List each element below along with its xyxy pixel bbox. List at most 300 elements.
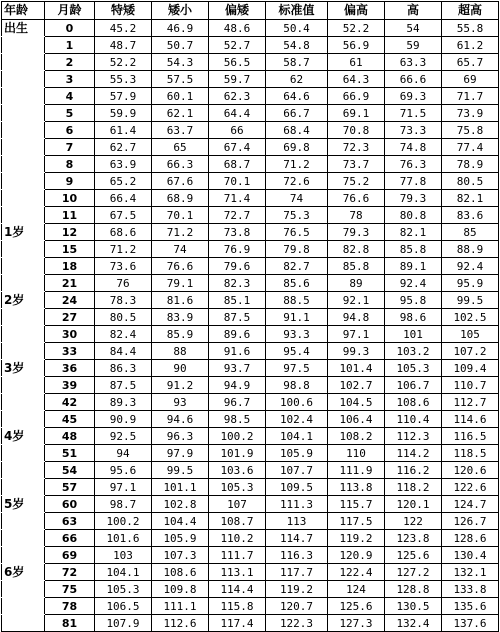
value-cell-very-short: 86.3 xyxy=(95,360,152,377)
month-cell: 4 xyxy=(45,88,95,105)
value-cell-short: 109.8 xyxy=(152,581,209,598)
value-cell-below-average: 100.2 xyxy=(209,428,266,445)
value-cell-below-average: 115.8 xyxy=(209,598,266,615)
month-cell: 39 xyxy=(45,377,95,394)
month-cell: 45 xyxy=(45,411,95,428)
value-cell-below-average: 70.1 xyxy=(209,173,266,190)
age-cell: 1岁 xyxy=(2,224,45,241)
month-cell: 63 xyxy=(45,513,95,530)
value-cell-very-tall: 71.7 xyxy=(442,88,499,105)
value-cell-above-average: 75.2 xyxy=(328,173,385,190)
value-cell-tall: 89.1 xyxy=(385,258,442,275)
value-cell-below-average: 113.1 xyxy=(209,564,266,581)
age-cell xyxy=(2,275,45,292)
value-cell-short: 108.6 xyxy=(152,564,209,581)
age-cell xyxy=(2,343,45,360)
value-cell-standard: 88.5 xyxy=(266,292,328,309)
value-cell-below-average: 62.3 xyxy=(209,88,266,105)
table-row xyxy=(2,326,499,343)
value-cell-above-average: 78 xyxy=(328,207,385,224)
table-row xyxy=(2,37,499,54)
value-cell-tall: 125.6 xyxy=(385,547,442,564)
value-cell-below-average: 107 xyxy=(209,496,266,513)
value-cell-tall: 74.8 xyxy=(385,139,442,156)
value-cell-above-average: 117.5 xyxy=(328,513,385,530)
header-above-average: 偏高 xyxy=(328,2,385,20)
value-cell-above-average: 115.7 xyxy=(328,496,385,513)
month-cell: 10 xyxy=(45,190,95,207)
value-cell-standard: 95.4 xyxy=(266,343,328,360)
value-cell-very-tall: 75.8 xyxy=(442,122,499,139)
age-cell xyxy=(2,156,45,173)
age-cell xyxy=(2,394,45,411)
value-cell-very-short: 103 xyxy=(95,547,152,564)
value-cell-short: 71.2 xyxy=(152,224,209,241)
month-cell: 5 xyxy=(45,105,95,122)
value-cell-short: 112.6 xyxy=(152,615,209,632)
value-cell-standard: 69.8 xyxy=(266,139,328,156)
value-cell-very-short: 63.9 xyxy=(95,156,152,173)
value-cell-below-average: 114.4 xyxy=(209,581,266,598)
value-cell-short: 83.9 xyxy=(152,309,209,326)
value-cell-below-average: 67.4 xyxy=(209,139,266,156)
month-cell: 7 xyxy=(45,139,95,156)
value-cell-standard: 111.3 xyxy=(266,496,328,513)
value-cell-tall: 112.3 xyxy=(385,428,442,445)
value-cell-above-average: 119.2 xyxy=(328,530,385,547)
value-cell-short: 85.9 xyxy=(152,326,209,343)
value-cell-tall: 85.8 xyxy=(385,241,442,258)
table-row xyxy=(2,394,499,411)
value-cell-very-short: 89.3 xyxy=(95,394,152,411)
value-cell-above-average: 70.8 xyxy=(328,122,385,139)
value-cell-tall: 106.7 xyxy=(385,377,442,394)
month-cell: 81 xyxy=(45,615,95,632)
value-cell-short: 107.3 xyxy=(152,547,209,564)
value-cell-tall: 127.2 xyxy=(385,564,442,581)
value-cell-standard: 116.3 xyxy=(266,547,328,564)
age-cell xyxy=(2,105,45,122)
value-cell-very-short: 68.6 xyxy=(95,224,152,241)
age-cell xyxy=(2,411,45,428)
table-row xyxy=(2,428,499,445)
value-cell-standard: 85.6 xyxy=(266,275,328,292)
value-cell-standard: 120.7 xyxy=(266,598,328,615)
value-cell-below-average: 110.2 xyxy=(209,530,266,547)
value-cell-short: 104.4 xyxy=(152,513,209,530)
month-cell: 66 xyxy=(45,530,95,547)
table-row xyxy=(2,292,499,309)
value-cell-short: 67.6 xyxy=(152,173,209,190)
value-cell-tall: 110.4 xyxy=(385,411,442,428)
value-cell-very-tall: 82.1 xyxy=(442,190,499,207)
table-row xyxy=(2,547,499,564)
age-cell xyxy=(2,241,45,258)
age-cell xyxy=(2,139,45,156)
month-cell: 57 xyxy=(45,479,95,496)
value-cell-below-average: 71.4 xyxy=(209,190,266,207)
value-cell-tall: 122 xyxy=(385,513,442,530)
value-cell-very-tall: 133.8 xyxy=(442,581,499,598)
value-cell-very-short: 73.6 xyxy=(95,258,152,275)
value-cell-standard: 98.8 xyxy=(266,377,328,394)
value-cell-very-short: 97.1 xyxy=(95,479,152,496)
age-cell: 2岁 xyxy=(2,292,45,309)
value-cell-above-average: 102.7 xyxy=(328,377,385,394)
month-cell: 60 xyxy=(45,496,95,513)
table-row xyxy=(2,54,499,71)
table-row xyxy=(2,564,499,581)
value-cell-short: 68.9 xyxy=(152,190,209,207)
value-cell-short: 54.3 xyxy=(152,54,209,71)
value-cell-below-average: 98.5 xyxy=(209,411,266,428)
table-row xyxy=(2,496,499,513)
value-cell-below-average: 101.9 xyxy=(209,445,266,462)
age-cell: 5岁 xyxy=(2,496,45,513)
value-cell-short: 81.6 xyxy=(152,292,209,309)
value-cell-standard: 105.9 xyxy=(266,445,328,462)
value-cell-tall: 77.8 xyxy=(385,173,442,190)
age-cell xyxy=(2,479,45,496)
age-cell xyxy=(2,445,45,462)
header-short: 矮小 xyxy=(152,2,209,20)
value-cell-tall: 128.8 xyxy=(385,581,442,598)
value-cell-very-tall: 80.5 xyxy=(442,173,499,190)
age-cell xyxy=(2,54,45,71)
value-cell-short: 76.6 xyxy=(152,258,209,275)
value-cell-below-average: 105.3 xyxy=(209,479,266,496)
value-cell-tall: 132.4 xyxy=(385,615,442,632)
value-cell-very-short: 95.6 xyxy=(95,462,152,479)
age-cell xyxy=(2,326,45,343)
table-row xyxy=(2,411,499,428)
value-cell-standard: 119.2 xyxy=(266,581,328,598)
value-cell-below-average: 64.4 xyxy=(209,105,266,122)
value-cell-standard: 114.7 xyxy=(266,530,328,547)
value-cell-very-tall: 120.6 xyxy=(442,462,499,479)
value-cell-very-tall: 112.7 xyxy=(442,394,499,411)
value-cell-above-average: 101.4 xyxy=(328,360,385,377)
value-cell-below-average: 82.3 xyxy=(209,275,266,292)
table-row xyxy=(2,88,499,105)
age-cell xyxy=(2,88,45,105)
value-cell-standard: 109.5 xyxy=(266,479,328,496)
value-cell-very-tall: 130.4 xyxy=(442,547,499,564)
value-cell-below-average: 56.5 xyxy=(209,54,266,71)
value-cell-above-average: 69.1 xyxy=(328,105,385,122)
month-cell: 1 xyxy=(45,37,95,54)
age-cell xyxy=(2,190,45,207)
month-cell: 0 xyxy=(45,20,95,37)
age-cell xyxy=(2,547,45,564)
value-cell-very-short: 62.7 xyxy=(95,139,152,156)
month-cell: 9 xyxy=(45,173,95,190)
value-cell-below-average: 76.9 xyxy=(209,241,266,258)
value-cell-very-tall: 124.7 xyxy=(442,496,499,513)
value-cell-tall: 114.2 xyxy=(385,445,442,462)
value-cell-short: 97.9 xyxy=(152,445,209,462)
age-cell xyxy=(2,377,45,394)
value-cell-very-tall: 135.6 xyxy=(442,598,499,615)
value-cell-above-average: 89 xyxy=(328,275,385,292)
value-cell-tall: 108.6 xyxy=(385,394,442,411)
month-cell: 11 xyxy=(45,207,95,224)
age-cell: 4岁 xyxy=(2,428,45,445)
month-cell: 75 xyxy=(45,581,95,598)
value-cell-tall: 130.5 xyxy=(385,598,442,615)
value-cell-very-tall: 85 xyxy=(442,224,499,241)
value-cell-very-short: 57.9 xyxy=(95,88,152,105)
month-cell: 24 xyxy=(45,292,95,309)
table-row xyxy=(2,343,499,360)
table-row xyxy=(2,275,499,292)
month-cell: 48 xyxy=(45,428,95,445)
value-cell-below-average: 91.6 xyxy=(209,343,266,360)
header-age: 年龄 xyxy=(2,2,45,20)
value-cell-tall: 76.3 xyxy=(385,156,442,173)
value-cell-very-tall: 116.5 xyxy=(442,428,499,445)
age-cell xyxy=(2,71,45,88)
value-cell-below-average: 85.1 xyxy=(209,292,266,309)
value-cell-standard: 97.5 xyxy=(266,360,328,377)
table-row xyxy=(2,462,499,479)
header-standard: 标准值 xyxy=(266,2,328,20)
value-cell-very-tall: 88.9 xyxy=(442,241,499,258)
value-cell-short: 60.1 xyxy=(152,88,209,105)
value-cell-very-tall: 102.5 xyxy=(442,309,499,326)
value-cell-tall: 63.3 xyxy=(385,54,442,71)
value-cell-above-average: 85.8 xyxy=(328,258,385,275)
value-cell-very-short: 80.5 xyxy=(95,309,152,326)
value-cell-above-average: 52.2 xyxy=(328,20,385,37)
table-row xyxy=(2,360,499,377)
value-cell-very-tall: 65.7 xyxy=(442,54,499,71)
value-cell-short: 102.8 xyxy=(152,496,209,513)
value-cell-standard: 68.4 xyxy=(266,122,328,139)
value-cell-standard: 66.7 xyxy=(266,105,328,122)
table-row xyxy=(2,530,499,547)
table-row xyxy=(2,598,499,615)
age-cell xyxy=(2,258,45,275)
value-cell-short: 93 xyxy=(152,394,209,411)
value-cell-very-short: 66.4 xyxy=(95,190,152,207)
value-cell-above-average: 125.6 xyxy=(328,598,385,615)
value-cell-above-average: 76.6 xyxy=(328,190,385,207)
header-below-average: 偏矮 xyxy=(209,2,266,20)
value-cell-above-average: 110 xyxy=(328,445,385,462)
value-cell-short: 66.3 xyxy=(152,156,209,173)
age-cell: 出生 xyxy=(2,20,45,37)
value-cell-standard: 75.3 xyxy=(266,207,328,224)
value-cell-tall: 73.3 xyxy=(385,122,442,139)
value-cell-very-short: 67.5 xyxy=(95,207,152,224)
value-cell-standard: 50.4 xyxy=(266,20,328,37)
table-row xyxy=(2,105,499,122)
value-cell-standard: 107.7 xyxy=(266,462,328,479)
value-cell-above-average: 79.3 xyxy=(328,224,385,241)
value-cell-standard: 93.3 xyxy=(266,326,328,343)
value-cell-below-average: 108.7 xyxy=(209,513,266,530)
value-cell-short: 88 xyxy=(152,343,209,360)
value-cell-standard: 122.3 xyxy=(266,615,328,632)
month-cell: 12 xyxy=(45,224,95,241)
value-cell-below-average: 89.6 xyxy=(209,326,266,343)
value-cell-below-average: 48.6 xyxy=(209,20,266,37)
value-cell-above-average: 61 xyxy=(328,54,385,71)
value-cell-very-tall: 55.8 xyxy=(442,20,499,37)
value-cell-standard: 58.7 xyxy=(266,54,328,71)
table-row xyxy=(2,445,499,462)
age-cell xyxy=(2,530,45,547)
value-cell-standard: 117.7 xyxy=(266,564,328,581)
value-cell-above-average: 66.9 xyxy=(328,88,385,105)
value-cell-very-tall: 118.5 xyxy=(442,445,499,462)
value-cell-short: 57.5 xyxy=(152,71,209,88)
value-cell-very-tall: 122.6 xyxy=(442,479,499,496)
value-cell-above-average: 111.9 xyxy=(328,462,385,479)
value-cell-below-average: 103.6 xyxy=(209,462,266,479)
value-cell-short: 105.9 xyxy=(152,530,209,547)
month-cell: 21 xyxy=(45,275,95,292)
value-cell-very-tall: 114.6 xyxy=(442,411,499,428)
value-cell-very-short: 76 xyxy=(95,275,152,292)
table-row xyxy=(2,513,499,530)
month-cell: 51 xyxy=(45,445,95,462)
table-row xyxy=(2,241,499,258)
header-very-short: 特矮 xyxy=(95,2,152,20)
value-cell-short: 101.1 xyxy=(152,479,209,496)
value-cell-above-average: 104.5 xyxy=(328,394,385,411)
value-cell-very-tall: 128.6 xyxy=(442,530,499,547)
value-cell-above-average: 122.4 xyxy=(328,564,385,581)
value-cell-below-average: 117.4 xyxy=(209,615,266,632)
value-cell-above-average: 99.3 xyxy=(328,343,385,360)
month-cell: 54 xyxy=(45,462,95,479)
value-cell-tall: 116.2 xyxy=(385,462,442,479)
value-cell-tall: 59 xyxy=(385,37,442,54)
table-row xyxy=(2,615,499,632)
table-row xyxy=(2,190,499,207)
table-row xyxy=(2,71,499,88)
value-cell-very-short: 48.7 xyxy=(95,37,152,54)
table-row xyxy=(2,156,499,173)
value-cell-standard: 104.1 xyxy=(266,428,328,445)
age-cell: 3岁 xyxy=(2,360,45,377)
value-cell-standard: 113 xyxy=(266,513,328,530)
month-cell: 42 xyxy=(45,394,95,411)
value-cell-short: 94.6 xyxy=(152,411,209,428)
value-cell-above-average: 94.8 xyxy=(328,309,385,326)
value-cell-below-average: 111.7 xyxy=(209,547,266,564)
value-cell-very-short: 105.3 xyxy=(95,581,152,598)
value-cell-tall: 66.6 xyxy=(385,71,442,88)
value-cell-short: 99.5 xyxy=(152,462,209,479)
month-cell: 78 xyxy=(45,598,95,615)
table-row xyxy=(2,224,499,241)
value-cell-above-average: 56.9 xyxy=(328,37,385,54)
table-row xyxy=(2,122,499,139)
age-cell xyxy=(2,513,45,530)
month-cell: 36 xyxy=(45,360,95,377)
month-cell: 15 xyxy=(45,241,95,258)
age-cell xyxy=(2,615,45,632)
value-cell-very-short: 65.2 xyxy=(95,173,152,190)
value-cell-above-average: 113.8 xyxy=(328,479,385,496)
age-cell xyxy=(2,309,45,326)
value-cell-standard: 72.6 xyxy=(266,173,328,190)
value-cell-tall: 82.1 xyxy=(385,224,442,241)
value-cell-very-short: 52.2 xyxy=(95,54,152,71)
value-cell-tall: 69.3 xyxy=(385,88,442,105)
value-cell-above-average: 82.8 xyxy=(328,241,385,258)
value-cell-above-average: 73.7 xyxy=(328,156,385,173)
table-row xyxy=(2,309,499,326)
age-cell xyxy=(2,581,45,598)
table-row xyxy=(2,377,499,394)
table-header-row xyxy=(2,2,499,20)
value-cell-tall: 92.4 xyxy=(385,275,442,292)
value-cell-below-average: 59.7 xyxy=(209,71,266,88)
table-row xyxy=(2,258,499,275)
value-cell-very-short: 87.5 xyxy=(95,377,152,394)
value-cell-tall: 80.8 xyxy=(385,207,442,224)
table-row xyxy=(2,173,499,190)
value-cell-very-tall: 137.6 xyxy=(442,615,499,632)
value-cell-very-short: 82.4 xyxy=(95,326,152,343)
age-cell xyxy=(2,462,45,479)
value-cell-very-short: 90.9 xyxy=(95,411,152,428)
value-cell-above-average: 124 xyxy=(328,581,385,598)
value-cell-very-tall: 77.4 xyxy=(442,139,499,156)
value-cell-very-tall: 110.7 xyxy=(442,377,499,394)
value-cell-above-average: 120.9 xyxy=(328,547,385,564)
age-cell xyxy=(2,207,45,224)
value-cell-short: 79.1 xyxy=(152,275,209,292)
value-cell-above-average: 64.3 xyxy=(328,71,385,88)
value-cell-below-average: 79.6 xyxy=(209,258,266,275)
value-cell-standard: 62 xyxy=(266,71,328,88)
value-cell-tall: 71.5 xyxy=(385,105,442,122)
value-cell-below-average: 96.7 xyxy=(209,394,266,411)
value-cell-short: 96.3 xyxy=(152,428,209,445)
month-cell: 6 xyxy=(45,122,95,139)
value-cell-tall: 103.2 xyxy=(385,343,442,360)
value-cell-short: 111.1 xyxy=(152,598,209,615)
value-cell-standard: 82.7 xyxy=(266,258,328,275)
value-cell-very-tall: 107.2 xyxy=(442,343,499,360)
table-row xyxy=(2,581,499,598)
value-cell-short: 91.2 xyxy=(152,377,209,394)
value-cell-short: 50.7 xyxy=(152,37,209,54)
value-cell-tall: 54 xyxy=(385,20,442,37)
value-cell-very-tall: 78.9 xyxy=(442,156,499,173)
table-row xyxy=(2,139,499,156)
age-cell xyxy=(2,122,45,139)
value-cell-above-average: 97.1 xyxy=(328,326,385,343)
month-cell: 30 xyxy=(45,326,95,343)
value-cell-short: 90 xyxy=(152,360,209,377)
value-cell-very-short: 45.2 xyxy=(95,20,152,37)
value-cell-standard: 74 xyxy=(266,190,328,207)
month-cell: 2 xyxy=(45,54,95,71)
age-cell xyxy=(2,37,45,54)
value-cell-below-average: 87.5 xyxy=(209,309,266,326)
value-cell-short: 62.1 xyxy=(152,105,209,122)
table-row xyxy=(2,20,499,37)
value-cell-tall: 79.3 xyxy=(385,190,442,207)
value-cell-standard: 91.1 xyxy=(266,309,328,326)
value-cell-short: 70.1 xyxy=(152,207,209,224)
